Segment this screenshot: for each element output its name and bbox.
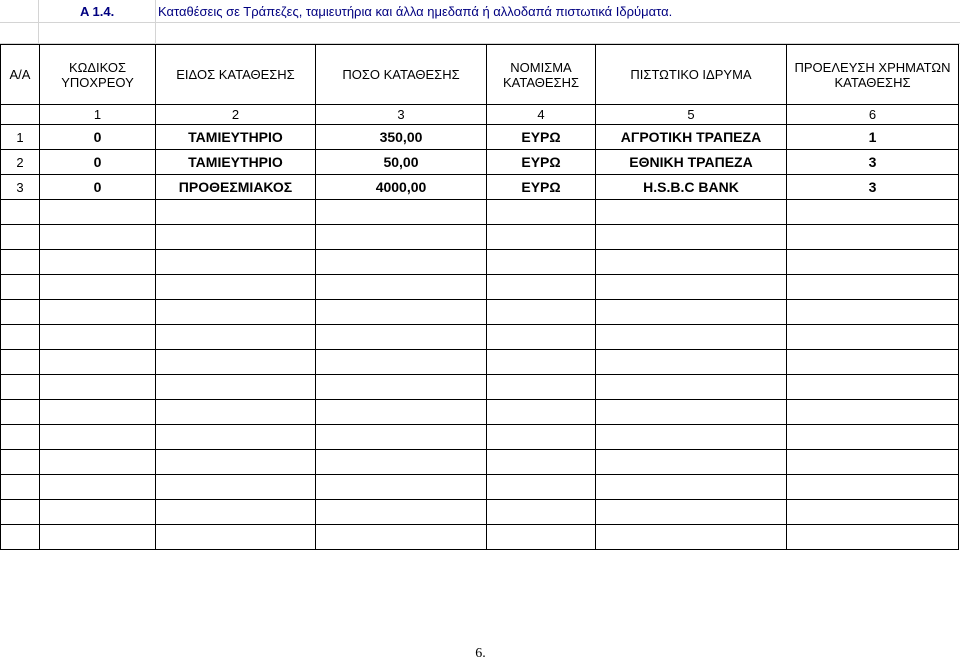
empty-cell	[787, 500, 959, 525]
empty-cell	[487, 500, 596, 525]
header-obligor-code: ΚΩΔΙΚΟΣ ΥΠΟΧΡΕΟΥ	[40, 45, 156, 105]
empty-cell	[1, 450, 40, 475]
empty-cell	[787, 225, 959, 250]
empty-cell	[787, 475, 959, 500]
empty-cell	[1, 350, 40, 375]
empty-cell	[596, 225, 787, 250]
empty-cell	[487, 200, 596, 225]
header-deposit-currency: ΝΟΜΙΣΜΑ ΚΑΤΑΘΕΣΗΣ	[487, 45, 596, 105]
empty-cell	[487, 400, 596, 425]
empty-cell	[787, 275, 959, 300]
empty-cell	[316, 200, 487, 225]
empty-cell	[40, 425, 156, 450]
empty-cell	[316, 525, 487, 550]
empty-cell	[316, 425, 487, 450]
empty-cell	[40, 375, 156, 400]
column-number	[1, 105, 40, 125]
empty-cell	[1, 475, 40, 500]
empty-cell	[596, 400, 787, 425]
empty-cell	[316, 450, 487, 475]
empty-table-row	[1, 375, 959, 400]
empty-cell	[316, 275, 487, 300]
empty-cell	[596, 525, 787, 550]
table-row	[1, 125, 959, 150]
table-body	[1, 125, 959, 550]
empty-cell	[156, 425, 316, 450]
empty-cell	[156, 525, 316, 550]
column-number: 1	[40, 105, 156, 125]
empty-cell	[487, 300, 596, 325]
empty-cell	[787, 300, 959, 325]
cell-deposit-type: ΠΡΟΘΕΣΜΙΑΚΟΣ	[156, 175, 316, 200]
empty-cell	[40, 525, 156, 550]
empty-cell	[156, 375, 316, 400]
empty-cell	[316, 250, 487, 275]
empty-cell	[487, 525, 596, 550]
empty-cell	[40, 250, 156, 275]
cell-deposit-type: ΤΑΜΙΕΥΤΗΡΙΟ	[156, 125, 316, 150]
empty-cell	[40, 225, 156, 250]
header-funds-origin: ΠΡΟΕΛΕΥΣΗ ΧΡΗΜΑΤΩΝ ΚΑΤΑΘΕΣΗΣ	[787, 45, 959, 105]
empty-cell	[596, 275, 787, 300]
empty-cell	[316, 500, 487, 525]
empty-cell	[40, 200, 156, 225]
cell-funds-origin: 1	[787, 125, 959, 150]
empty-cell	[787, 200, 959, 225]
cell-aa: 1	[1, 125, 40, 150]
empty-cell	[787, 525, 959, 550]
column-number: 3	[316, 105, 487, 125]
empty-table-row	[1, 225, 959, 250]
cell-obligor-code: 0	[40, 150, 156, 175]
cell-obligor-code: 0	[40, 125, 156, 150]
empty-cell	[156, 250, 316, 275]
empty-cell	[1, 225, 40, 250]
header-aa: Α/Α	[1, 45, 40, 105]
empty-cell	[787, 425, 959, 450]
cell-aa: 3	[1, 175, 40, 200]
column-number: 5	[596, 105, 787, 125]
empty-table-row	[1, 450, 959, 475]
cell-deposit-currency: ΕΥΡΩ	[487, 125, 596, 150]
empty-cell	[1, 325, 40, 350]
cell-deposit-currency: ΕΥΡΩ	[487, 175, 596, 200]
empty-cell	[487, 225, 596, 250]
empty-cell	[596, 300, 787, 325]
empty-cell	[40, 300, 156, 325]
column-number-row	[1, 105, 959, 125]
empty-cell	[787, 325, 959, 350]
empty-table-row	[1, 500, 959, 525]
empty-cell	[487, 475, 596, 500]
empty-cell	[40, 400, 156, 425]
cell-credit-institution: ΕΘΝΙΚΗ ΤΡΑΠΕΖΑ	[596, 150, 787, 175]
header-credit-institution: ΠΙΣΤΩΤΙΚΟ ΙΔΡΥΜΑ	[596, 45, 787, 105]
empty-cell	[316, 375, 487, 400]
empty-cell	[1, 500, 40, 525]
empty-cell	[596, 375, 787, 400]
section-code: A 1.4.	[80, 4, 115, 19]
empty-cell	[156, 400, 316, 425]
empty-cell	[40, 325, 156, 350]
cell-deposit-amount: 4000,00	[316, 175, 487, 200]
empty-cell	[156, 450, 316, 475]
empty-cell	[596, 325, 787, 350]
table-row	[1, 175, 959, 200]
deposits-table	[0, 44, 959, 550]
section-title: Καταθέσεις σε Τράπεζες, ταμιευτήρια και άλλα ημεδαπά ή αλλοδαπά πιστωτικά Ιδρύματα.	[158, 4, 673, 19]
empty-cell	[156, 325, 316, 350]
empty-cell	[487, 375, 596, 400]
cell-aa: 2	[1, 150, 40, 175]
empty-cell	[40, 450, 156, 475]
empty-cell	[787, 450, 959, 475]
empty-cell	[596, 350, 787, 375]
empty-cell	[787, 400, 959, 425]
cell-deposit-currency: ΕΥΡΩ	[487, 150, 596, 175]
column-number: 6	[787, 105, 959, 125]
empty-table-row	[1, 325, 959, 350]
empty-cell	[156, 275, 316, 300]
empty-cell	[1, 525, 40, 550]
empty-cell	[787, 250, 959, 275]
column-number: 4	[487, 105, 596, 125]
empty-cell	[596, 250, 787, 275]
empty-table-row	[1, 300, 959, 325]
cell-deposit-amount: 350,00	[316, 125, 487, 150]
empty-cell	[1, 200, 40, 225]
table-row	[1, 150, 959, 175]
cell-funds-origin: 3	[787, 175, 959, 200]
cell-credit-institution: H.S.B.C BANK	[596, 175, 787, 200]
cell-funds-origin: 3	[787, 150, 959, 175]
page-number: 6.	[475, 646, 486, 661]
empty-cell	[156, 225, 316, 250]
empty-cell	[487, 275, 596, 300]
cell-obligor-code: 0	[40, 175, 156, 200]
empty-cell	[487, 450, 596, 475]
empty-cell	[316, 225, 487, 250]
empty-cell	[316, 475, 487, 500]
empty-cell	[787, 350, 959, 375]
empty-table-row	[1, 425, 959, 450]
sheet-gridline	[0, 22, 960, 23]
empty-cell	[1, 400, 40, 425]
empty-cell	[156, 475, 316, 500]
empty-cell	[316, 350, 487, 375]
empty-cell	[487, 350, 596, 375]
empty-cell	[40, 475, 156, 500]
empty-cell	[487, 425, 596, 450]
empty-table-row	[1, 350, 959, 375]
empty-cell	[787, 375, 959, 400]
empty-cell	[596, 200, 787, 225]
empty-cell	[1, 250, 40, 275]
header-deposit-amount: ΠΟΣΟ ΚΑΤΑΘΕΣΗΣ	[316, 45, 487, 105]
cell-deposit-type: ΤΑΜΙΕΥΤΗΡΙΟ	[156, 150, 316, 175]
empty-table-row	[1, 400, 959, 425]
empty-cell	[40, 500, 156, 525]
empty-cell	[156, 300, 316, 325]
empty-cell	[487, 250, 596, 275]
empty-cell	[596, 500, 787, 525]
empty-cell	[40, 275, 156, 300]
empty-cell	[156, 350, 316, 375]
empty-cell	[596, 425, 787, 450]
empty-cell	[316, 325, 487, 350]
empty-table-row	[1, 275, 959, 300]
empty-table-row	[1, 525, 959, 550]
empty-table-row	[1, 200, 959, 225]
empty-cell	[316, 400, 487, 425]
empty-cell	[156, 200, 316, 225]
empty-table-row	[1, 475, 959, 500]
cell-credit-institution: ΑΓΡΟΤΙΚΗ ΤΡΑΠΕΖΑ	[596, 125, 787, 150]
empty-cell	[487, 325, 596, 350]
empty-cell	[1, 425, 40, 450]
empty-cell	[596, 450, 787, 475]
header-deposit-type: ΕΙΔΟΣ ΚΑΤΑΘΕΣΗΣ	[156, 45, 316, 105]
empty-cell	[1, 375, 40, 400]
empty-cell	[1, 275, 40, 300]
empty-cell	[156, 500, 316, 525]
empty-cell	[596, 475, 787, 500]
empty-table-row	[1, 250, 959, 275]
empty-cell	[316, 300, 487, 325]
column-number: 2	[156, 105, 316, 125]
title-row	[0, 0, 960, 22]
page-footer	[0, 646, 960, 662]
empty-cell	[40, 350, 156, 375]
cell-deposit-amount: 50,00	[316, 150, 487, 175]
empty-cell	[1, 300, 40, 325]
header-row	[1, 45, 959, 105]
